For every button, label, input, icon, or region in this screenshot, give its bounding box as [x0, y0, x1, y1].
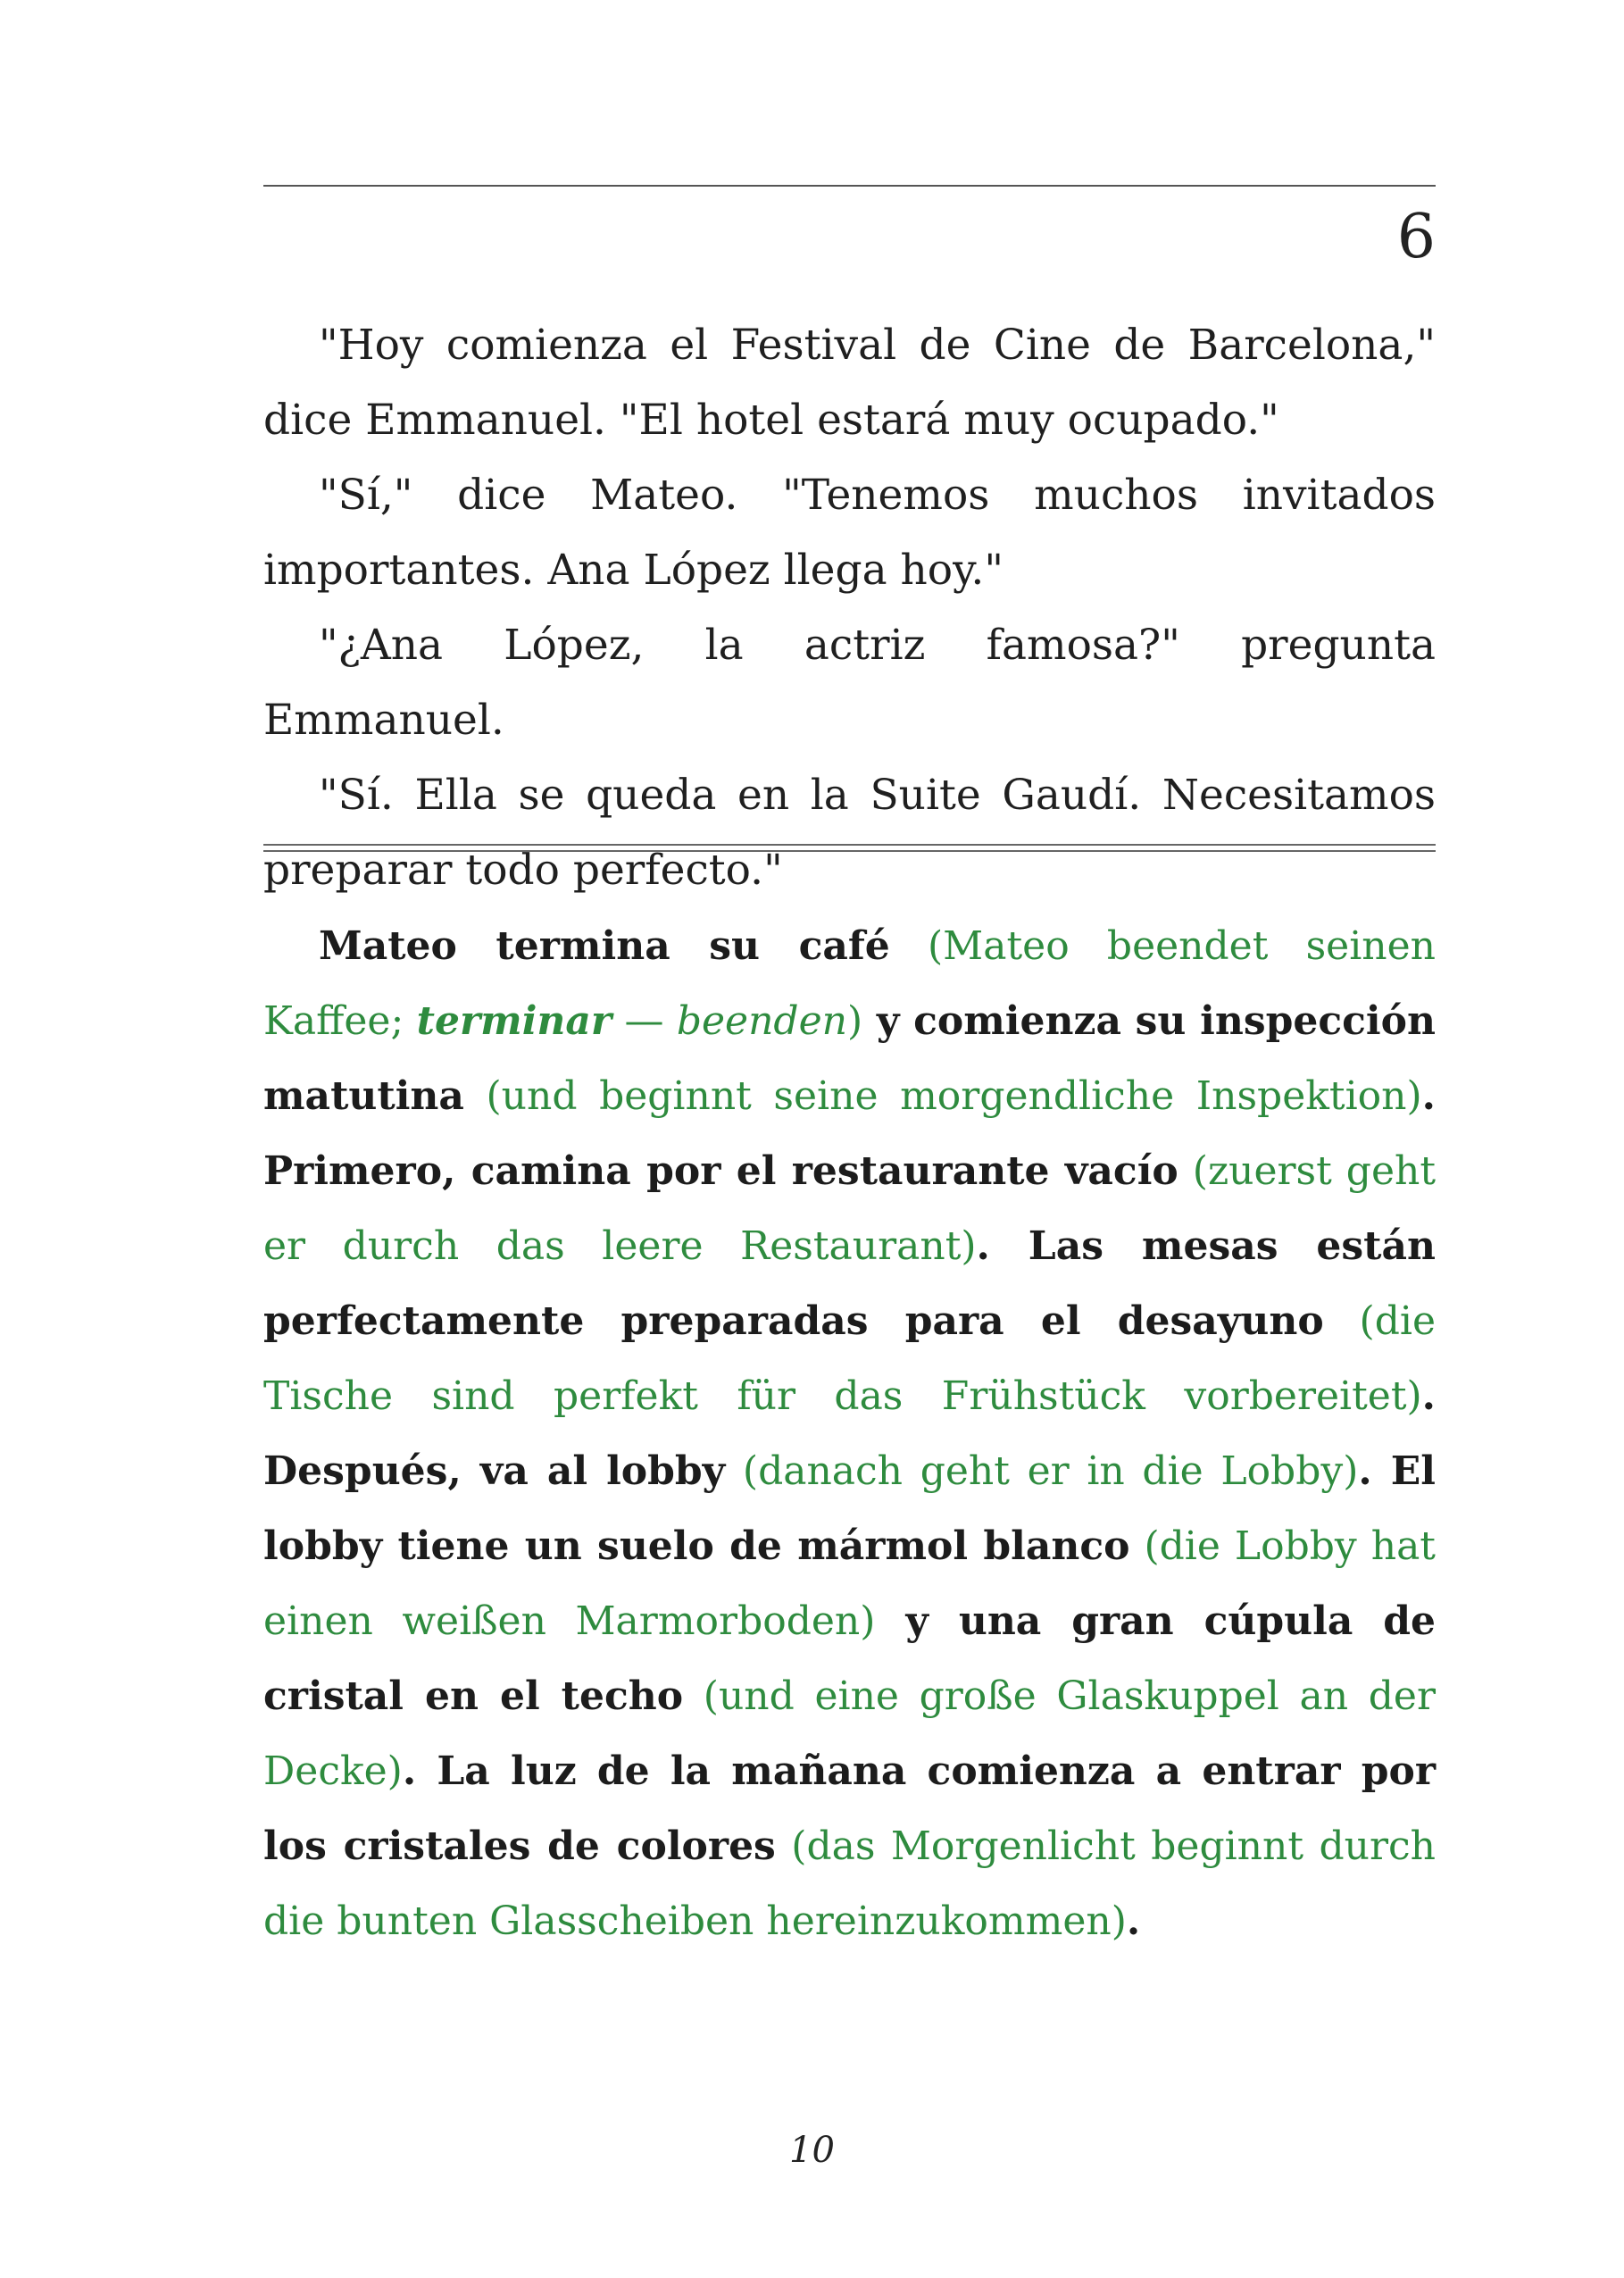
spanish-phrase: Mateo termina su café [319, 923, 890, 969]
german-gloss: (die Tische sind perfekt für das Frühstück vorbereitet) [263, 1298, 1436, 1419]
german-gloss: (und eine große Glaskuppel an der Decke) [263, 1673, 1436, 1794]
german-gloss: (Mateo beendet seinen Kaffee; [263, 923, 1436, 1044]
story-paragraph: "Hoy comienza el Festival de Cine de Barcelona," dice Emmanuel. "El hotel estará muy ocupado." [263, 321, 1436, 445]
spanish-phrase: y comienza su inspección matutina [263, 998, 1436, 1119]
story-paragraph: "Sí. Ella se queda en la Suite Gaudí. Necesitamos preparar todo perfecto." [263, 771, 1436, 895]
german-gloss: (und beginnt seine morgendliche Inspektion) [463, 1073, 1422, 1119]
spanish-phrase: . Las mesas están perfectamente preparadas para el desayuno [263, 1223, 1437, 1344]
page-number: 10 [789, 2130, 835, 2171]
spanish-phrase: y una gran cúpula de cristal en el techo [263, 1598, 1436, 1719]
top-rule [263, 185, 1436, 187]
glossed-text [263, 909, 1436, 1959]
story-text [263, 308, 1436, 908]
german-gloss: (zuerst geht er durch das leere Restaurant) [263, 1148, 1437, 1269]
story-paragraph: "Sí," dice Mateo. "Tenemos muchos invitados importantes. Ana López llega hoy." [263, 471, 1436, 595]
vocab-translation: beenden [676, 998, 847, 1044]
german-gloss: (die Lobby hat einen weißen Marmorboden) [263, 1523, 1436, 1644]
german-gloss: ) [846, 998, 863, 1044]
glossed-paragraph [263, 909, 1436, 1959]
german-gloss: (danach geht er in die Lobby) [725, 1448, 1359, 1494]
spanish-phrase: . Primero, camina por el restaurante vacío [263, 1073, 1436, 1194]
german-gloss: (das Morgenlicht beginnt durch die bunten Glasscheiben hereinzukommen) [263, 1823, 1436, 1944]
story-paragraph: "¿Ana López, la actriz famosa?" pregunta Emmanuel. [263, 621, 1436, 745]
vocab-dash: — [612, 998, 677, 1044]
spanish-phrase: . [1126, 1898, 1141, 1944]
spanish-phrase: . El lobby tiene un suelo de mármol blanco [263, 1448, 1436, 1569]
spanish-phrase: . Después, va al lobby [263, 1373, 1436, 1494]
vocab-term: terminar [416, 998, 612, 1044]
spanish-phrase: . La luz de la mañana comienza a entrar por los cristales de colores [263, 1748, 1436, 1869]
section-divider [263, 844, 1436, 852]
chapter-number: 6 [1396, 202, 1436, 272]
